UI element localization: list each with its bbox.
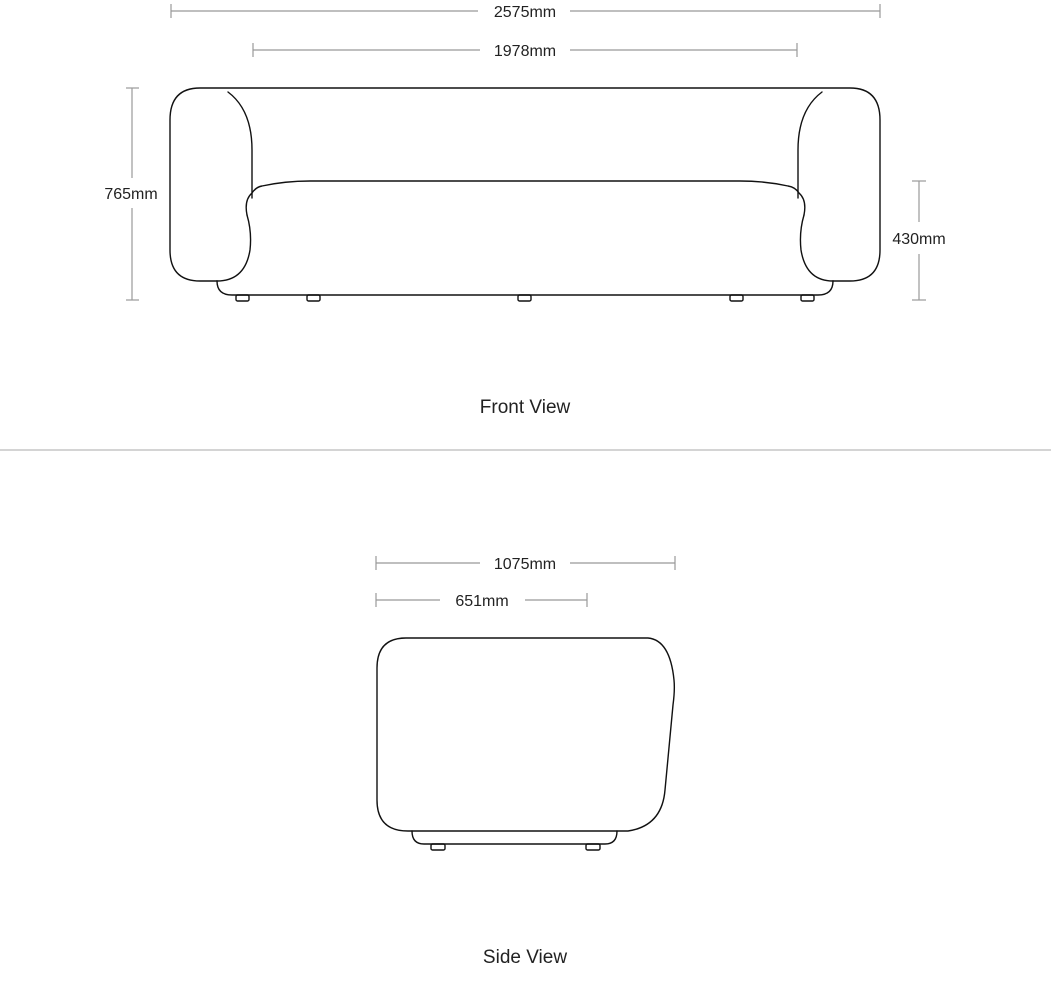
left-arm-inner-edge [228, 92, 252, 198]
foot [586, 844, 600, 850]
inner-width-dimension [253, 43, 797, 60]
overall-height-label: 765mm [104, 186, 158, 203]
seat-depth-label: 651mm [455, 593, 509, 610]
overall-depth-dimension [376, 556, 675, 573]
seat-cushion [246, 181, 805, 215]
sofa-side-body [377, 638, 674, 831]
seat-height-dimension [892, 181, 945, 300]
inner-width-label: 1978mm [493, 43, 557, 60]
front-view-caption: Front View [479, 397, 571, 418]
sofa-side-base [412, 831, 617, 844]
foot [518, 295, 531, 301]
left-arm-bottom [217, 215, 251, 281]
foot [801, 295, 814, 301]
sofa-base [217, 281, 833, 295]
side-view [376, 556, 675, 968]
overall-width-label: 2575mm [493, 4, 557, 21]
foot [236, 295, 249, 301]
front-view [104, 4, 945, 418]
seat-height-label: 430mm [892, 231, 946, 248]
foot [730, 295, 743, 301]
overall-height-dimension [104, 88, 157, 300]
sofa-front-outline [170, 88, 880, 301]
sofa-side-outline [377, 638, 674, 850]
side-view-caption: Side View [482, 947, 568, 968]
right-arm-inner-edge [798, 92, 822, 198]
seat-depth-dimension [376, 593, 587, 610]
foot [307, 295, 320, 301]
foot [431, 844, 445, 850]
overall-width-dimension [171, 4, 880, 21]
right-arm-bottom [800, 215, 833, 281]
sofa-back-and-arms [170, 88, 880, 281]
overall-depth-label: 1075mm [493, 556, 557, 573]
